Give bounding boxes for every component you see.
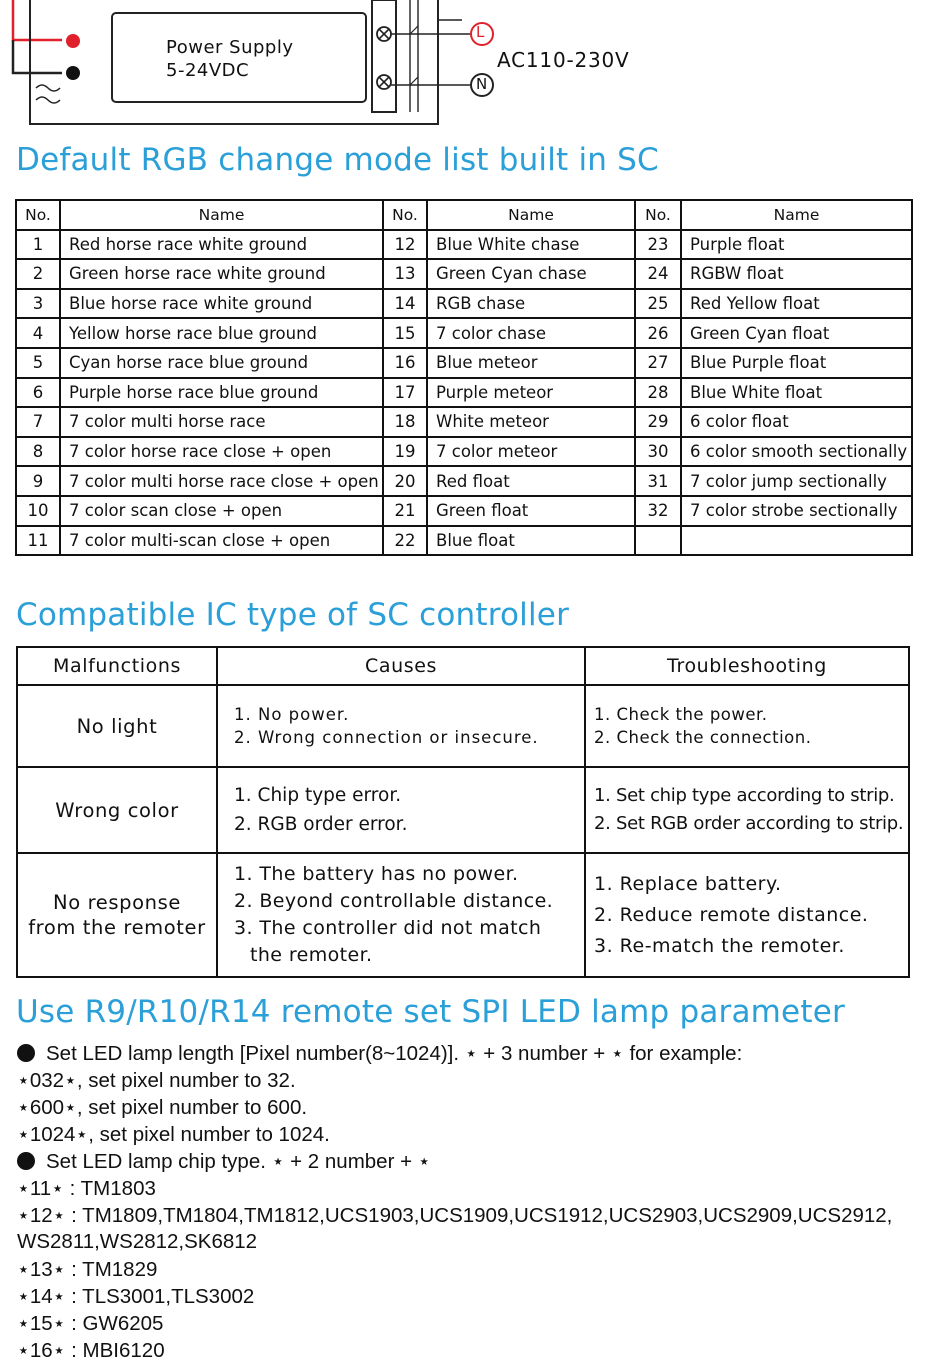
remote-heading: Use R9/R10/R14 remote set SPI LED lamp parameter bbox=[16, 994, 845, 1030]
mode-name: 6 color smooth sectionally bbox=[681, 437, 912, 467]
mode-number: 17 bbox=[383, 378, 427, 408]
instruction-line bbox=[17, 1041, 742, 1066]
mode-name: Green float bbox=[427, 496, 635, 526]
table-header-row bbox=[17, 647, 909, 685]
mode-number: 3 bbox=[16, 289, 60, 319]
instruction-line bbox=[17, 1230, 257, 1254]
cause-text: 2. RGB order error. bbox=[234, 814, 408, 835]
malfunction-text: Wrong color bbox=[55, 798, 179, 822]
mode-name bbox=[681, 526, 912, 556]
instruction-text: ⋆032⋆, set pixel number to 32. bbox=[17, 1069, 296, 1092]
mode-number: 10 bbox=[16, 496, 60, 526]
power-supply-spec: 5-24VDC bbox=[166, 60, 250, 81]
mode-number: 32 bbox=[635, 496, 681, 526]
neutral-label: N bbox=[476, 75, 488, 93]
malfunction-text: No response bbox=[53, 891, 181, 914]
causes-cell bbox=[217, 685, 585, 767]
mode-list-table bbox=[15, 199, 913, 556]
mode-name: Purple meteor bbox=[427, 378, 635, 408]
troubleshooting-cell bbox=[585, 767, 909, 853]
mode-name: 7 color scan close + open bbox=[60, 496, 383, 526]
mode-name: Blue meteor bbox=[427, 348, 635, 378]
mode-name: Red Yellow float bbox=[681, 289, 912, 319]
mode-name: Green Cyan float bbox=[681, 318, 912, 348]
table-row bbox=[16, 496, 912, 526]
instruction-text: Set LED lamp chip type. ⋆ + 2 number + ⋆ bbox=[46, 1150, 431, 1173]
instruction-line bbox=[17, 1149, 431, 1174]
troubleshooting-text: 2. Check the connection. bbox=[594, 728, 812, 747]
mode-name: 7 color jump sectionally bbox=[681, 466, 912, 496]
troubleshooting-cell bbox=[585, 685, 909, 767]
mode-number: 27 bbox=[635, 348, 681, 378]
cause-text: 1. Chip type error. bbox=[234, 785, 402, 806]
instruction-text: ⋆15⋆ : GW6205 bbox=[17, 1312, 164, 1335]
column-header-malfunctions: Malfunctions bbox=[17, 647, 217, 685]
mode-number: 5 bbox=[16, 348, 60, 378]
instruction-line bbox=[17, 1257, 157, 1282]
instruction-line bbox=[17, 1068, 296, 1093]
troubleshooting-cell bbox=[585, 853, 909, 977]
troubleshooting-text: 2. Set RGB order according to strip. bbox=[594, 813, 904, 834]
mode-name: Blue White chase bbox=[427, 230, 635, 260]
cause-text: 2. Wrong connection or insecure. bbox=[234, 728, 539, 747]
wiring-diagram bbox=[0, 0, 930, 135]
mode-name: Red float bbox=[427, 466, 635, 496]
mode-name: White meteor bbox=[427, 407, 635, 437]
mode-number: 28 bbox=[635, 378, 681, 408]
mode-list-heading: Default RGB change mode list built in SC bbox=[16, 142, 659, 178]
mode-number: 30 bbox=[635, 437, 681, 467]
cause-text: 2. Beyond controllable distance. bbox=[234, 890, 554, 912]
mode-name: 7 color multi horse race bbox=[60, 407, 383, 437]
instruction-text: ⋆16⋆ : MBI6120 bbox=[17, 1339, 165, 1362]
mode-number: 15 bbox=[383, 318, 427, 348]
table-row bbox=[16, 289, 912, 319]
table-row bbox=[17, 767, 909, 853]
mode-number: 31 bbox=[635, 466, 681, 496]
mode-number: 9 bbox=[16, 466, 60, 496]
table-row bbox=[17, 853, 909, 977]
instruction-line bbox=[17, 1311, 163, 1336]
mode-name: Red horse race white ground bbox=[60, 230, 383, 260]
table-header-row bbox=[16, 200, 912, 230]
causes-cell bbox=[217, 767, 585, 853]
table-row bbox=[16, 466, 912, 496]
mode-number: 25 bbox=[635, 289, 681, 319]
malfunction-cell bbox=[17, 685, 217, 767]
table-row bbox=[16, 318, 912, 348]
mode-number: 4 bbox=[16, 318, 60, 348]
table-row bbox=[16, 259, 912, 289]
mode-name: 7 color meteor bbox=[427, 437, 635, 467]
instruction-text: ⋆11⋆ : TM1803 bbox=[17, 1177, 156, 1200]
black-wire bbox=[13, 40, 62, 73]
troubleshooting-text: 2. Reduce remote distance. bbox=[594, 903, 869, 926]
mode-number: 26 bbox=[635, 318, 681, 348]
column-header-name: Name bbox=[681, 200, 912, 230]
instruction-line bbox=[17, 1176, 156, 1201]
troubleshooting-text: 1. Check the power. bbox=[594, 705, 768, 724]
mode-number bbox=[635, 526, 681, 556]
mode-name: Purple horse race blue ground bbox=[60, 378, 383, 408]
column-header-no: No. bbox=[16, 200, 60, 230]
troubleshooting-text: 1. Replace battery. bbox=[594, 872, 782, 895]
mode-name: Blue horse race white ground bbox=[60, 289, 383, 319]
instruction-text: ⋆600⋆, set pixel number to 600. bbox=[17, 1096, 308, 1119]
bullet-icon bbox=[17, 1152, 35, 1170]
mode-number: 16 bbox=[383, 348, 427, 378]
table-row bbox=[16, 437, 912, 467]
instruction-text: ⋆1024⋆, set pixel number to 1024. bbox=[17, 1123, 330, 1146]
instruction-text: ⋆14⋆ : TLS3001,TLS3002 bbox=[17, 1285, 255, 1308]
mode-number: 24 bbox=[635, 259, 681, 289]
cause-text: the remoter. bbox=[250, 944, 373, 966]
malfunction-cell bbox=[17, 853, 217, 977]
troubleshooting-text: 3. Re-match the remoter. bbox=[594, 934, 845, 957]
mode-name: Blue Purple float bbox=[681, 348, 912, 378]
mode-number: 23 bbox=[635, 230, 681, 260]
cause-text: 1. The battery has no power. bbox=[234, 863, 519, 885]
mode-number: 19 bbox=[383, 437, 427, 467]
mode-name: 6 color float bbox=[681, 407, 912, 437]
red-wire bbox=[13, 0, 62, 40]
mode-name: 7 color strobe sectionally bbox=[681, 496, 912, 526]
mode-number: 7 bbox=[16, 407, 60, 437]
mode-number: 6 bbox=[16, 378, 60, 408]
causes-cell bbox=[217, 853, 585, 977]
mode-name: 7 color multi horse race close + open bbox=[60, 466, 383, 496]
mode-name: 7 color chase bbox=[427, 318, 635, 348]
instruction-text: ⋆12⋆ : TM1809,TM1804,TM1812,UCS1903,UCS1909,UCS1912,UCS2903,UCS2909,UCS2912, bbox=[17, 1204, 893, 1227]
mode-number: 14 bbox=[383, 289, 427, 319]
table-row bbox=[16, 378, 912, 408]
column-header-name: Name bbox=[427, 200, 635, 230]
instruction-line bbox=[17, 1284, 254, 1309]
cause-text: 3. The controller did not match bbox=[234, 917, 542, 939]
troubleshooting-text: 1. Set chip type according to strip. bbox=[594, 785, 895, 806]
mode-name: 7 color multi-scan close + open bbox=[60, 526, 383, 556]
ac-voltage-label: AC110-230V bbox=[497, 48, 630, 72]
mode-number: 13 bbox=[383, 259, 427, 289]
table-row bbox=[16, 526, 912, 556]
mode-number: 21 bbox=[383, 496, 427, 526]
instruction-line bbox=[17, 1122, 330, 1147]
cause-text: 1. No power. bbox=[234, 705, 350, 724]
table-row bbox=[16, 230, 912, 260]
mode-name: RGBW float bbox=[681, 259, 912, 289]
positive-terminal bbox=[66, 34, 80, 48]
mode-number: 29 bbox=[635, 407, 681, 437]
malfunction-text: No light bbox=[76, 714, 158, 738]
mode-name: Blue White float bbox=[681, 378, 912, 408]
mode-number: 1 bbox=[16, 230, 60, 260]
mode-number: 2 bbox=[16, 259, 60, 289]
mode-name: Cyan horse race blue ground bbox=[60, 348, 383, 378]
power-supply-title: Power Supply bbox=[166, 37, 294, 58]
instruction-line bbox=[17, 1203, 892, 1228]
table-row bbox=[16, 348, 912, 378]
live-label: L bbox=[476, 23, 485, 41]
table-row bbox=[17, 685, 909, 767]
mode-name: Blue float bbox=[427, 526, 635, 556]
mode-number: 18 bbox=[383, 407, 427, 437]
mode-name: Green horse race white ground bbox=[60, 259, 383, 289]
column-header-name: Name bbox=[60, 200, 383, 230]
bullet-icon bbox=[17, 1044, 35, 1062]
column-header-causes: Causes bbox=[217, 647, 585, 685]
column-header-no: No. bbox=[635, 200, 681, 230]
troubleshooting-table bbox=[16, 646, 910, 978]
column-header-no: No. bbox=[383, 200, 427, 230]
mode-name: RGB chase bbox=[427, 289, 635, 319]
instruction-line bbox=[17, 1095, 307, 1120]
mode-name: Green Cyan chase bbox=[427, 259, 635, 289]
mode-number: 8 bbox=[16, 437, 60, 467]
mode-name: Yellow horse race blue ground bbox=[60, 318, 383, 348]
negative-terminal bbox=[66, 66, 80, 80]
mode-number: 20 bbox=[383, 466, 427, 496]
mode-number: 11 bbox=[16, 526, 60, 556]
instruction-text: Set LED lamp length [Pixel number(8~1024)]. ⋆ + 3 number + ⋆ for example: bbox=[46, 1042, 743, 1065]
mode-number: 22 bbox=[383, 526, 427, 556]
mode-number: 12 bbox=[383, 230, 427, 260]
mode-name: Purple float bbox=[681, 230, 912, 260]
table-row bbox=[16, 407, 912, 437]
ic-type-heading: Compatible IC type of SC controller bbox=[16, 597, 570, 633]
column-header-troubleshooting: Troubleshooting bbox=[585, 647, 909, 685]
malfunction-cell bbox=[17, 767, 217, 853]
malfunction-text: from the remoter bbox=[28, 916, 206, 939]
instruction-text: ⋆13⋆ : TM1829 bbox=[17, 1258, 158, 1281]
mode-name: 7 color horse race close + open bbox=[60, 437, 383, 467]
instruction-line bbox=[17, 1338, 165, 1363]
instruction-text: WS2811,WS2812,SK6812 bbox=[17, 1230, 258, 1253]
